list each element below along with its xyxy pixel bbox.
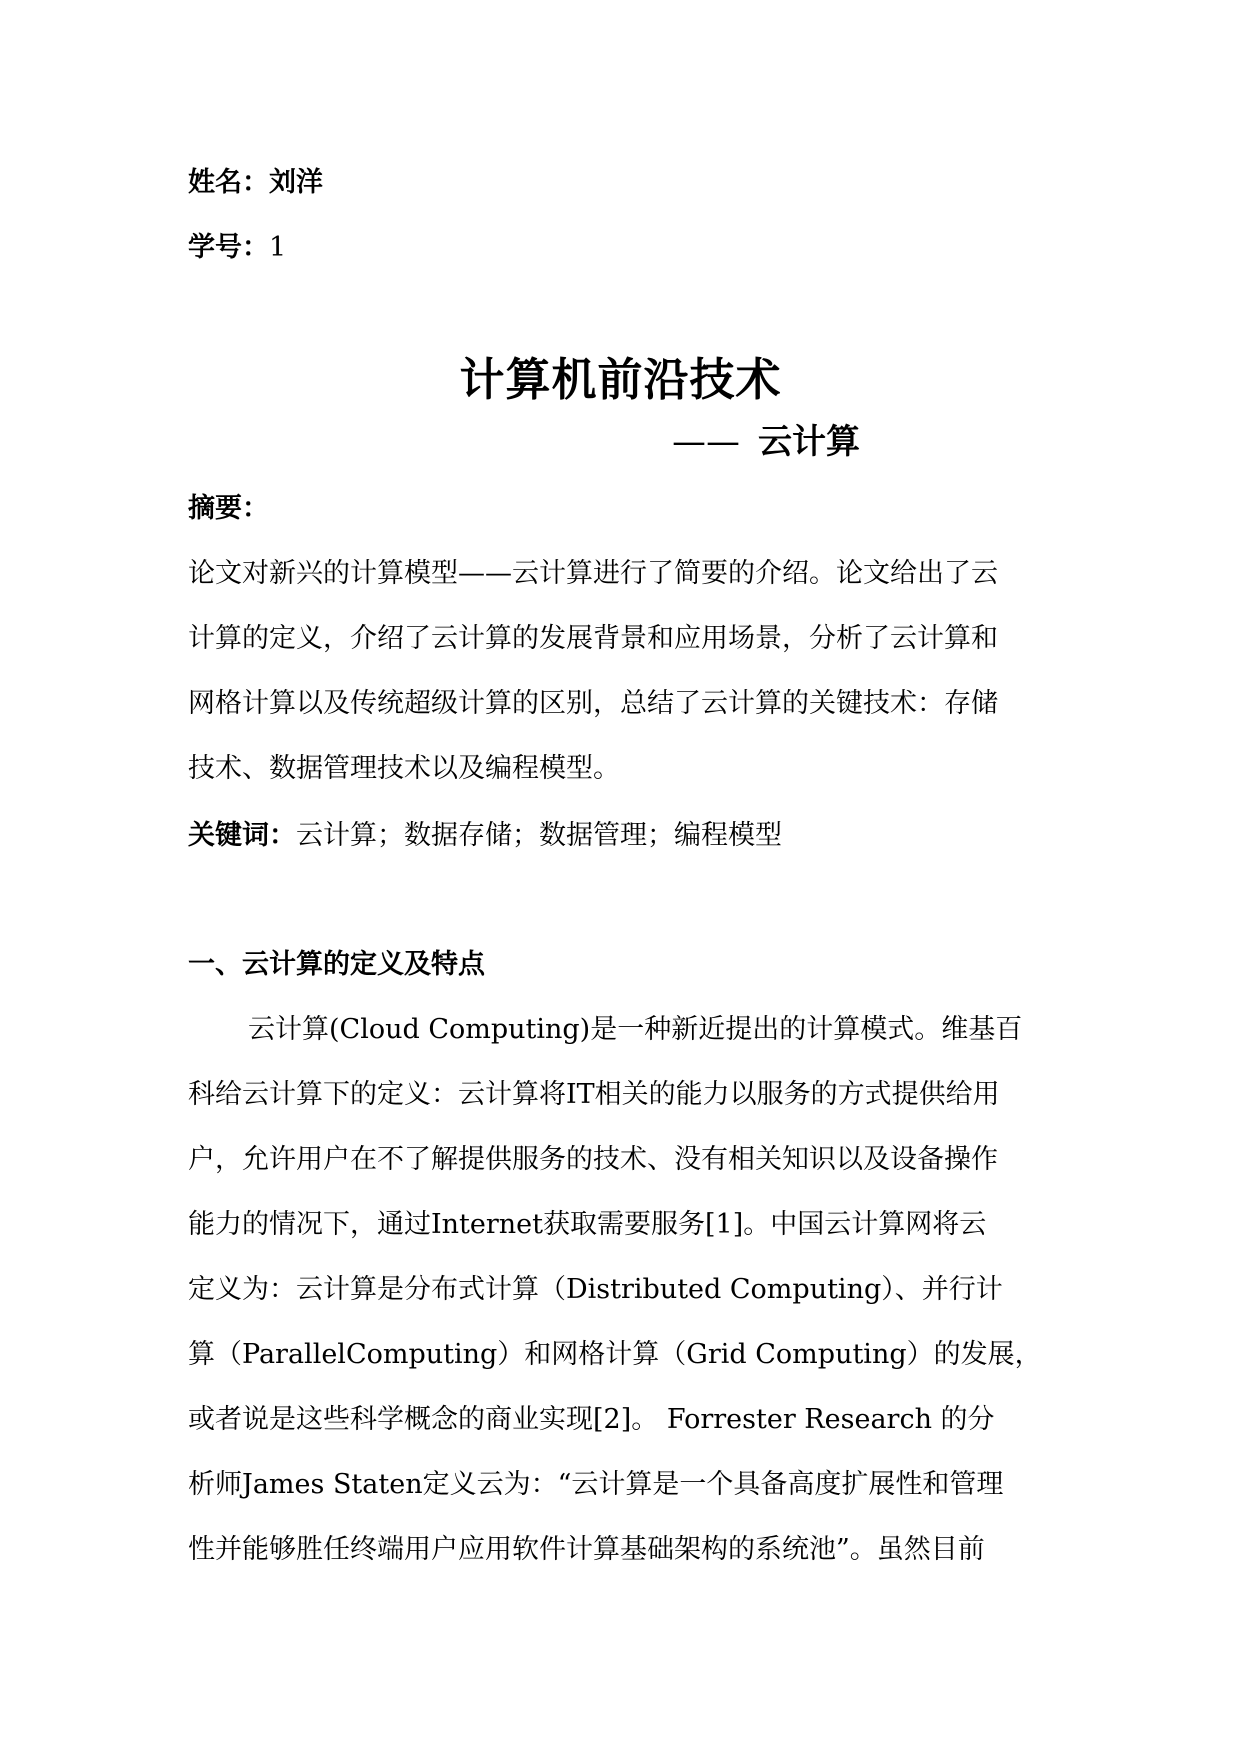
student-id-line (188, 230, 286, 266)
body-line: 性并能够胜任终端用户应用软件计算基础架构的系统池”。虽然目前 (188, 1534, 985, 1565)
body-line: 户，允许用户在不了解提供服务的技术、没有相关知识以及设备操作 (188, 1144, 998, 1175)
name-label: 姓名： (188, 167, 269, 198)
body-line: 科给云计算下的定义：云计算将IT相关的能力以服务的方式提供给用 (188, 1079, 1000, 1110)
body-line: 算（ParallelComputing）和网格计算（Grid Computing）的发展， (188, 1339, 1042, 1370)
id-label: 学号： (188, 232, 269, 263)
body-line: 或者说是这些科学概念的商业实现[2]。 Forrester Research 的分 (188, 1404, 995, 1435)
page-title: 计算机前沿技术 (459, 353, 782, 406)
abstract-label: 摘要： (188, 493, 269, 524)
abstract-line: 网格计算以及传统超级计算的区别，总结了云计算的关键技术：存储 (188, 688, 998, 719)
page-subtitle (672, 420, 860, 464)
abstract-line: 计算的定义，介绍了云计算的发展背景和应用场景，分析了云计算和 (188, 623, 998, 654)
body-line: 云计算(Cloud Computing)是一种新近提出的计算模式。维基百 (248, 1014, 1023, 1045)
keywords-text: 云计算；数据存储；数据管理；编程模型 (296, 820, 782, 851)
subtitle-dash: —— (672, 422, 740, 462)
body-line: 能力的情况下，通过Internet获取需要服务[1]。中国云计算网将云 (188, 1209, 987, 1240)
abstract-line: 论文对新兴的计算模型——云计算进行了简要的介绍。论文给出了云 (188, 558, 998, 589)
section-heading: 一、云计算的定义及特点 (188, 949, 485, 980)
keywords-label: 关键词： (188, 820, 296, 851)
name-value: 刘洋 (269, 167, 323, 198)
keywords-line (188, 818, 782, 854)
subtitle-text: 云计算 (758, 422, 860, 462)
student-name-line (188, 165, 323, 201)
body-line: 定义为：云计算是分布式计算（Distributed Computing）、并行计 (188, 1274, 1003, 1305)
body-line: 析师James Staten定义云为：“云计算是一个具备高度扩展性和管理 (188, 1469, 1004, 1500)
abstract-line: 技术、数据管理技术以及编程模型。 (188, 753, 620, 784)
id-value: 1 (269, 232, 287, 263)
